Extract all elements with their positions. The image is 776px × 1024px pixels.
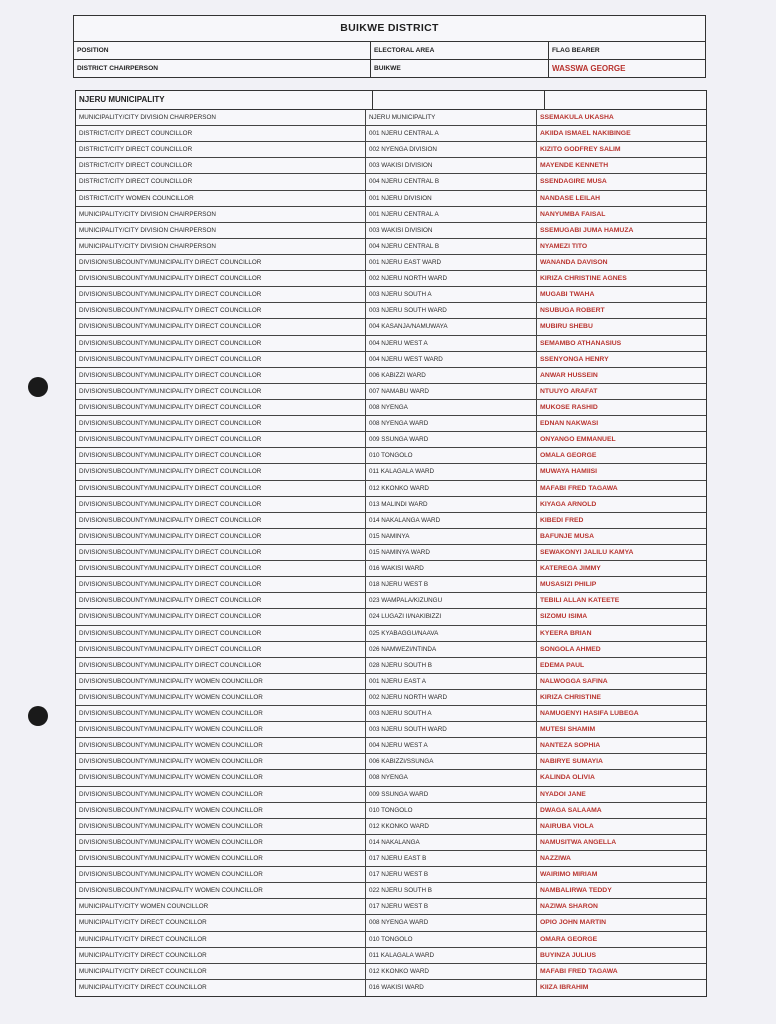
electoral-area-cell: 025 KYABAGGU/NAAVA <box>366 626 537 641</box>
flag-bearer-cell: SSEMUGABI JUMA HAMUZA <box>540 226 634 234</box>
district-title: BUIKWE DISTRICT <box>74 16 705 42</box>
flag-bearer-cell: NAIRUBA VIOLA <box>540 822 594 830</box>
position-cell: MUNICIPALITY/CITY DIRECT COUNCILLOR <box>76 932 366 947</box>
position-cell: DIVISION/SUBCOUNTY/MUNICIPALITY DIRECT COUNCILLOR <box>76 464 366 479</box>
table-row <box>76 384 706 400</box>
position-cell: DIVISION/SUBCOUNTY/MUNICIPALITY WOMEN COUNCILLOR <box>76 722 366 737</box>
district-chair-row <box>74 60 705 77</box>
binder-hole-icon <box>28 377 48 397</box>
position-cell: DIVISION/SUBCOUNTY/MUNICIPALITY WOMEN COUNCILLOR <box>76 803 366 818</box>
position-cell: DIVISION/SUBCOUNTY/MUNICIPALITY DIRECT COUNCILLOR <box>76 303 366 318</box>
flag-bearer-cell: OMALA GEORGE <box>540 452 597 460</box>
flag-bearer-cell: ONYANGO EMMANUEL <box>540 436 616 444</box>
electoral-area-cell: 001 NJERU DIVISION <box>366 191 537 206</box>
table-row <box>76 787 706 803</box>
section-blank-cell <box>545 91 706 109</box>
table-row <box>76 674 706 690</box>
table-row <box>76 497 706 513</box>
position-cell: MUNICIPALITY/CITY DIRECT COUNCILLOR <box>76 948 366 963</box>
electoral-area-cell: NJERU MUNICIPALITY <box>366 110 537 125</box>
position-cell: MUNICIPALITY/CITY DIRECT COUNCILLOR <box>76 964 366 979</box>
table-row <box>76 126 706 142</box>
table-row <box>76 690 706 706</box>
position-cell: MUNICIPALITY/CITY DIRECT COUNCILLOR <box>76 915 366 930</box>
electoral-area-cell: 017 NJERU EAST B <box>366 851 537 866</box>
position-cell: DIVISION/SUBCOUNTY/MUNICIPALITY WOMEN COUNCILLOR <box>76 770 366 785</box>
binder-hole-icon <box>28 706 48 726</box>
position-header: POSITION <box>74 42 371 59</box>
flag-bearer-cell: NAZZIWA <box>540 855 571 863</box>
electoral-area-cell: 011 KALAGALA WARD <box>366 948 537 963</box>
position-cell: DISTRICT/CITY DIRECT COUNCILLOR <box>76 158 366 173</box>
table-row <box>76 432 706 448</box>
electoral-area-cell: 001 NJERU EAST A <box>366 674 537 689</box>
electoral-area-cell: 015 NAMINYA WARD <box>366 545 537 560</box>
electoral-area-cell: 012 KKONKO WARD <box>366 481 537 496</box>
flag-bearer-cell: SSENDAGIRE MUSA <box>540 178 607 186</box>
flag-bearer-cell: KIRIZA CHRISTINE <box>540 693 601 701</box>
flag-bearer-cell: SONGOLA AHMED <box>540 645 601 653</box>
flag-bearer-cell: NANDASE LEILAH <box>540 194 601 202</box>
table-row <box>76 287 706 303</box>
section-header-row <box>76 91 706 110</box>
position-cell: MUNICIPALITY/CITY WOMEN COUNCILLOR <box>76 899 366 914</box>
position-cell: MUNICIPALITY/CITY DIVISION CHAIRPERSON <box>76 239 366 254</box>
table-row <box>76 819 706 835</box>
table-row <box>76 142 706 158</box>
position-cell: DIVISION/SUBCOUNTY/MUNICIPALITY WOMEN COUNCILLOR <box>76 851 366 866</box>
position-cell: DIVISION/SUBCOUNTY/MUNICIPALITY DIRECT COUNCILLOR <box>76 319 366 334</box>
electoral-area-cell: 007 NAMABU WARD <box>366 384 537 399</box>
position-cell: DIVISION/SUBCOUNTY/MUNICIPALITY WOMEN COUNCILLOR <box>76 706 366 721</box>
flag-bearer-cell: KIYAGA ARNOLD <box>540 500 597 508</box>
table-row <box>76 191 706 207</box>
flag-bearer-cell: MUTESI SHAMIM <box>540 726 596 734</box>
flag-bearer-cell: NAMUGENYI HASIFA LUBEGA <box>540 710 639 718</box>
position-cell: DIVISION/SUBCOUNTY/MUNICIPALITY WOMEN COUNCILLOR <box>76 754 366 769</box>
table-row <box>76 207 706 223</box>
flag-bearer-cell: SIZOMU ISIMA <box>540 613 588 621</box>
table-body <box>76 110 706 996</box>
flag-bearer-cell: KYEERA BRIAN <box>540 629 592 637</box>
electoral-area-cell: 011 KALAGALA WARD <box>366 464 537 479</box>
table-row <box>76 319 706 335</box>
position-cell: MUNICIPALITY/CITY DIVISION CHAIRPERSON <box>76 223 366 238</box>
electoral-area-cell: 001 NJERU EAST WARD <box>366 255 537 270</box>
electoral-area-cell: 003 NJERU SOUTH WARD <box>366 722 537 737</box>
flag-bearer-cell: NSUBUGA ROBERT <box>540 307 605 315</box>
flag-bearer-cell: NTUUYO ARAFAT <box>540 387 598 395</box>
flag-bearer-cell: SEWAKONYI JALILU KAMYA <box>540 548 634 556</box>
electoral-area-cell: 003 NJERU SOUTH A <box>366 287 537 302</box>
electoral-area-cell: 026 NAMWEZI/NTINDA <box>366 642 537 657</box>
electoral-area-cell: 004 NJERU CENTRAL B <box>366 239 537 254</box>
table-row <box>76 706 706 722</box>
electoral-area-cell: 022 NJERU SOUTH B <box>366 883 537 898</box>
electoral-area-cell: 006 KABIZZI WARD <box>366 368 537 383</box>
flag-bearer-cell: NYAMEZI TITO <box>540 242 588 250</box>
table-row <box>76 770 706 786</box>
position-cell: DIVISION/SUBCOUNTY/MUNICIPALITY WOMEN COUNCILLOR <box>76 835 366 850</box>
electoral-area-cell: 004 NJERU WEST A <box>366 738 537 753</box>
chair-position: DISTRICT CHAIRPERSON <box>74 60 371 77</box>
electoral-area-cell: 001 NJERU CENTRAL A <box>366 207 537 222</box>
electoral-area-cell: 008 NYENGA WARD <box>366 915 537 930</box>
table-row <box>76 867 706 883</box>
table-row <box>76 626 706 642</box>
table-row <box>76 642 706 658</box>
flag-bearer-cell: KIBEDI FRED <box>540 516 584 524</box>
position-cell: DIVISION/SUBCOUNTY/MUNICIPALITY DIRECT COUNCILLOR <box>76 368 366 383</box>
table-row <box>76 835 706 851</box>
electoral-area-cell: 014 NAKALANGA <box>366 835 537 850</box>
electoral-area-cell: 017 NJERU WEST B <box>366 899 537 914</box>
position-cell: DIVISION/SUBCOUNTY/MUNICIPALITY WOMEN COUNCILLOR <box>76 738 366 753</box>
position-cell: DISTRICT/CITY DIRECT COUNCILLOR <box>76 126 366 141</box>
position-cell: MUNICIPALITY/CITY DIVISION CHAIRPERSON <box>76 110 366 125</box>
flag-bearer-cell: MUWAYA HAMIISI <box>540 468 598 476</box>
table-row <box>76 336 706 352</box>
position-cell: MUNICIPALITY/CITY DIRECT COUNCILLOR <box>76 980 366 996</box>
table-row <box>76 223 706 239</box>
flag-bearer-cell: WAIRIMO MIRIAM <box>540 871 598 879</box>
position-cell: DIVISION/SUBCOUNTY/MUNICIPALITY WOMEN COUNCILLOR <box>76 867 366 882</box>
flag-bearer-cell: BAFUNJE MUSA <box>540 532 595 540</box>
electoral-area-cell: 004 KASANJA/NAMUWAYA <box>366 319 537 334</box>
electoral-area-cell: 003 NJERU SOUTH A <box>366 706 537 721</box>
flag-bearer-cell: NAMUSITWA ANGELLA <box>540 838 617 846</box>
flag-bearer-cell: MAFABI FRED TAGAWA <box>540 967 618 975</box>
table-row <box>76 110 706 126</box>
flag-bearer-header: FLAG BEARER <box>552 47 600 54</box>
table-row <box>76 239 706 255</box>
flag-bearer-cell: SSENYONGA HENRY <box>540 355 609 363</box>
flag-bearer-cell: KIZITO GODFREY SALIM <box>540 146 621 154</box>
flag-bearer-cell: NABIRYE SUMAYIA <box>540 758 603 766</box>
electoral-area-cell: 028 NJERU SOUTH B <box>366 658 537 673</box>
flag-bearer-cell: SEMAMBO ATHANASIUS <box>540 339 622 347</box>
electoral-area-cell: 003 NJERU SOUTH WARD <box>366 303 537 318</box>
position-cell: DIVISION/SUBCOUNTY/MUNICIPALITY WOMEN COUNCILLOR <box>76 690 366 705</box>
flag-bearer-cell: NAZIWA SHARON <box>540 903 598 911</box>
table-row <box>76 722 706 738</box>
electoral-area-cell: 009 SSUNGA WARD <box>366 787 537 802</box>
position-cell: DIVISION/SUBCOUNTY/MUNICIPALITY WOMEN COUNCILLOR <box>76 674 366 689</box>
section-blank-cell <box>373 91 545 109</box>
table-row <box>76 883 706 899</box>
position-cell: DISTRICT/CITY DIRECT COUNCILLOR <box>76 174 366 189</box>
position-cell: DIVISION/SUBCOUNTY/MUNICIPALITY DIRECT COUNCILLOR <box>76 432 366 447</box>
electoral-area-cell: 002 NJERU NORTH WARD <box>366 271 537 286</box>
flag-bearer-cell: EDEMA PAUL <box>540 661 585 669</box>
position-cell: DIVISION/SUBCOUNTY/MUNICIPALITY DIRECT COUNCILLOR <box>76 642 366 657</box>
position-cell: DIVISION/SUBCOUNTY/MUNICIPALITY DIRECT COUNCILLOR <box>76 352 366 367</box>
flag-bearer-cell: WANANDA DAVISON <box>540 258 608 266</box>
electoral-area-cell: 004 NJERU CENTRAL B <box>366 174 537 189</box>
electoral-area-cell: 008 NYENGA <box>366 400 537 415</box>
table-row <box>76 481 706 497</box>
electoral-area-cell: 010 TONGOLO <box>366 803 537 818</box>
flag-bearer-cell: AKIIDA ISMAEL NAKIBINGE <box>540 130 631 138</box>
electoral-area-cell: 012 KKONKO WARD <box>366 819 537 834</box>
position-cell: DIVISION/SUBCOUNTY/MUNICIPALITY DIRECT COUNCILLOR <box>76 400 366 415</box>
district-header-table <box>73 15 706 78</box>
column-header-row <box>74 42 705 60</box>
position-cell: DIVISION/SUBCOUNTY/MUNICIPALITY DIRECT COUNCILLOR <box>76 593 366 608</box>
flag-bearer-cell: MAYENDE KENNETH <box>540 162 609 170</box>
flag-bearer-cell: KIRIZA CHRISTINE AGNES <box>540 275 627 283</box>
electoral-area-cell: 023 WAMPALA/KIZUNGU <box>366 593 537 608</box>
position-cell: DIVISION/SUBCOUNTY/MUNICIPALITY WOMEN COUNCILLOR <box>76 883 366 898</box>
electoral-area-cell: 002 NJERU NORTH WARD <box>366 690 537 705</box>
flag-bearer-cell: ANWAR HUSSEIN <box>540 371 598 379</box>
table-row <box>76 593 706 609</box>
chair-flag-bearer: WASSWA GEORGE <box>552 64 626 73</box>
electoral-area-cell: 016 WAKISI WARD <box>366 561 537 576</box>
table-row <box>76 174 706 190</box>
flag-bearer-cell: OPIO JOHN MARTIN <box>540 919 607 927</box>
flag-bearer-cell: SSEMAKULA UKASHA <box>540 114 614 121</box>
electoral-area-cell: 012 KKONKO WARD <box>366 964 537 979</box>
electoral-area-cell: 010 TONGOLO <box>366 448 537 463</box>
flag-bearer-cell: NYADOI JANE <box>540 790 586 798</box>
position-cell: DIVISION/SUBCOUNTY/MUNICIPALITY DIRECT COUNCILLOR <box>76 513 366 528</box>
electoral-area-cell: 024 LUGAZI II/NAKIBIZZI <box>366 609 537 624</box>
flag-bearer-cell: MAFABI FRED TAGAWA <box>540 484 618 492</box>
table-row <box>76 980 706 996</box>
electoral-area-cell: 002 NYENGA DIVISION <box>366 142 537 157</box>
position-cell: DIVISION/SUBCOUNTY/MUNICIPALITY DIRECT COUNCILLOR <box>76 658 366 673</box>
flag-bearer-cell: NANTEZA SOPHIA <box>540 742 601 750</box>
table-row <box>76 255 706 271</box>
flag-bearer-cell: MUKOSE RASHID <box>540 403 598 411</box>
table-row <box>76 609 706 625</box>
table-row <box>76 803 706 819</box>
position-cell: DIVISION/SUBCOUNTY/MUNICIPALITY DIRECT COUNCILLOR <box>76 529 366 544</box>
position-cell: DIVISION/SUBCOUNTY/MUNICIPALITY WOMEN COUNCILLOR <box>76 787 366 802</box>
table-row <box>76 658 706 674</box>
electoral-area-cell: 008 NYENGA <box>366 770 537 785</box>
electoral-area-cell: 008 NYENGA WARD <box>366 416 537 431</box>
table-row <box>76 915 706 931</box>
position-cell: DIVISION/SUBCOUNTY/MUNICIPALITY DIRECT COUNCILLOR <box>76 481 366 496</box>
chair-area: BUIKWE <box>371 60 549 77</box>
table-row <box>76 851 706 867</box>
flag-bearer-cell: MUSASIZI PHILIP <box>540 581 597 589</box>
position-cell: DIVISION/SUBCOUNTY/MUNICIPALITY DIRECT COUNCILLOR <box>76 255 366 270</box>
position-cell: MUNICIPALITY/CITY DIVISION CHAIRPERSON <box>76 207 366 222</box>
electoral-area-cell: 004 NJERU WEST A <box>366 336 537 351</box>
electoral-area-header: ELECTORAL AREA <box>371 42 549 59</box>
table-row <box>76 754 706 770</box>
position-cell: DIVISION/SUBCOUNTY/MUNICIPALITY DIRECT COUNCILLOR <box>76 497 366 512</box>
electoral-area-cell: 018 NJERU WEST B <box>366 577 537 592</box>
table-row <box>76 577 706 593</box>
flag-bearer-cell: DWAGA SALAAMA <box>540 806 602 814</box>
flag-bearer-cell: TEBILI ALLAN KATEETE <box>540 597 620 605</box>
position-cell: DIVISION/SUBCOUNTY/MUNICIPALITY DIRECT COUNCILLOR <box>76 336 366 351</box>
table-row <box>76 964 706 980</box>
position-cell: DIVISION/SUBCOUNTY/MUNICIPALITY DIRECT COUNCILLOR <box>76 287 366 302</box>
table-row <box>76 271 706 287</box>
electoral-area-cell: 003 WAKISI DIVISION <box>366 158 537 173</box>
electoral-area-cell: 013 MALINDI WARD <box>366 497 537 512</box>
position-cell: DISTRICT/CITY DIRECT COUNCILLOR <box>76 142 366 157</box>
table-row <box>76 400 706 416</box>
section-title: NJERU MUNICIPALITY <box>76 91 373 109</box>
table-row <box>76 948 706 964</box>
electoral-area-cell: 010 TONGOLO <box>366 932 537 947</box>
electoral-area-cell: 017 NJERU WEST B <box>366 867 537 882</box>
table-row <box>76 416 706 432</box>
flag-bearer-cell: KIIZA IBRAHIM <box>540 983 589 991</box>
table-row <box>76 932 706 948</box>
flag-bearer-cell: NAMBALIRWA TEDDY <box>540 887 612 895</box>
electoral-area-cell: 016 WAKISI WARD <box>366 980 537 996</box>
electoral-area-cell: 001 NJERU CENTRAL A <box>366 126 537 141</box>
table-row <box>76 561 706 577</box>
position-cell: DIVISION/SUBCOUNTY/MUNICIPALITY DIRECT COUNCILLOR <box>76 448 366 463</box>
position-cell: DIVISION/SUBCOUNTY/MUNICIPALITY DIRECT COUNCILLOR <box>76 626 366 641</box>
table-row <box>76 352 706 368</box>
flag-bearer-cell: EDNAN NAKWASI <box>540 420 599 428</box>
position-cell: DIVISION/SUBCOUNTY/MUNICIPALITY DIRECT COUNCILLOR <box>76 577 366 592</box>
table-row <box>76 303 706 319</box>
electoral-area-cell: 014 NAKALANGA WARD <box>366 513 537 528</box>
flag-bearer-cell: BUYINZA JULIUS <box>540 951 597 959</box>
table-row <box>76 513 706 529</box>
table-row <box>76 545 706 561</box>
flag-bearer-cell: NANYUMBA FAISAL <box>540 210 606 218</box>
flag-bearer-cell: NALWOGGA SAFINA <box>540 677 608 685</box>
position-cell: DIVISION/SUBCOUNTY/MUNICIPALITY DIRECT COUNCILLOR <box>76 384 366 399</box>
table-row <box>76 448 706 464</box>
position-cell: DIVISION/SUBCOUNTY/MUNICIPALITY DIRECT COUNCILLOR <box>76 609 366 624</box>
table-row <box>76 899 706 915</box>
electoral-area-cell: 003 WAKISI DIVISION <box>366 223 537 238</box>
electoral-area-cell: 006 KABIZZI/SSUNGA <box>366 754 537 769</box>
position-cell: DIVISION/SUBCOUNTY/MUNICIPALITY DIRECT COUNCILLOR <box>76 416 366 431</box>
table-row <box>76 368 706 384</box>
position-cell: DIVISION/SUBCOUNTY/MUNICIPALITY DIRECT COUNCILLOR <box>76 561 366 576</box>
electoral-area-cell: 004 NJERU WEST WARD <box>366 352 537 367</box>
flag-bearer-cell: MUBIRU SHEBU <box>540 323 593 331</box>
electoral-area-cell: 009 SSUNGA WARD <box>366 432 537 447</box>
position-cell: DIVISION/SUBCOUNTY/MUNICIPALITY WOMEN COUNCILLOR <box>76 819 366 834</box>
flag-bearer-cell: KATEREGA JIMMY <box>540 565 601 573</box>
flag-bearer-cell: KALINDA OLIVIA <box>540 774 595 782</box>
flag-bearer-cell: MUGABI TWAHA <box>540 291 595 299</box>
position-cell: DISTRICT/CITY WOMEN COUNCILLOR <box>76 191 366 206</box>
table-row <box>76 158 706 174</box>
table-row <box>76 738 706 754</box>
table-row <box>76 464 706 480</box>
flag-bearer-cell: OMARA GEORGE <box>540 935 598 943</box>
position-cell: DIVISION/SUBCOUNTY/MUNICIPALITY DIRECT COUNCILLOR <box>76 545 366 560</box>
position-cell: DIVISION/SUBCOUNTY/MUNICIPALITY DIRECT COUNCILLOR <box>76 271 366 286</box>
table-row <box>76 529 706 545</box>
electoral-area-cell: 015 NAMINYA <box>366 529 537 544</box>
municipality-table <box>75 90 707 997</box>
